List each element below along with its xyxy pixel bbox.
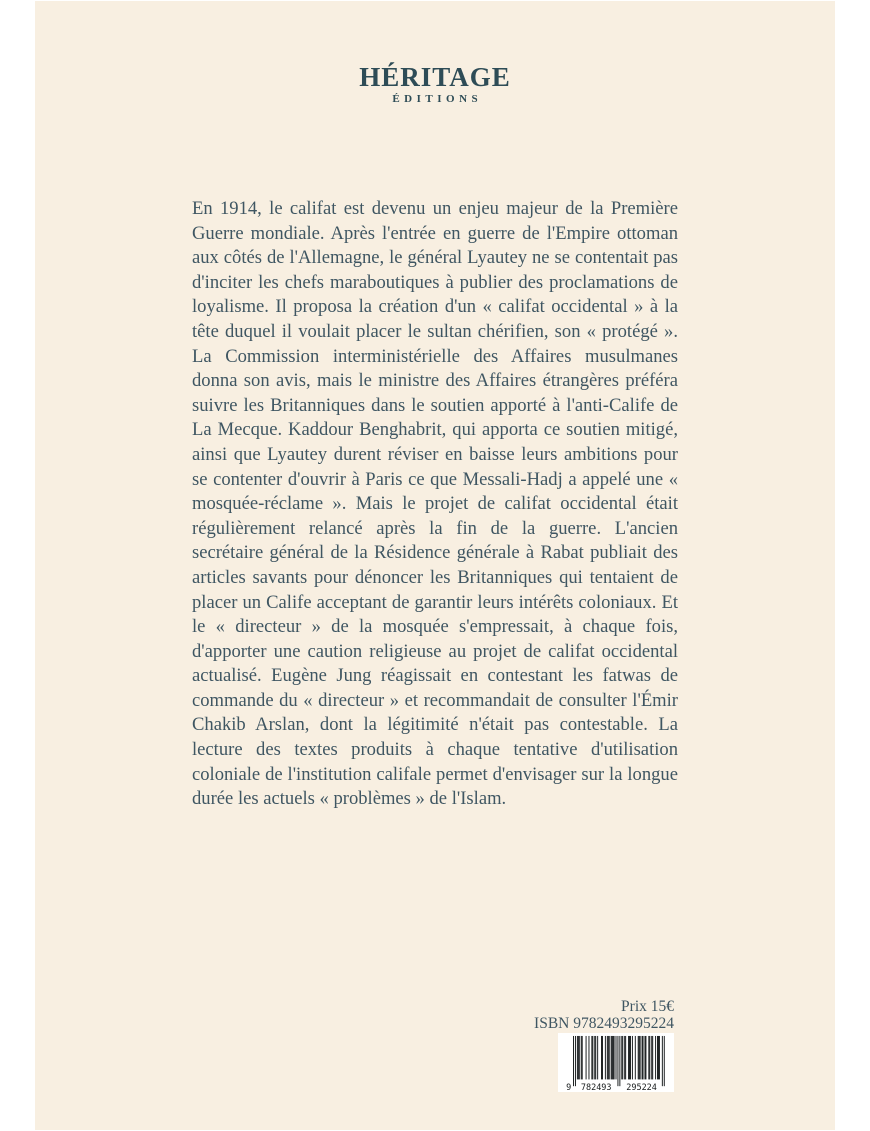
svg-text:9: 9 xyxy=(566,1083,572,1091)
isbn-label: ISBN 9782493295224 xyxy=(534,1015,674,1032)
price-label: Prix 15€ xyxy=(621,998,674,1015)
publisher-name: HÉRITAGE xyxy=(359,62,511,92)
svg-text:295224: 295224 xyxy=(626,1083,657,1091)
price-isbn-block xyxy=(534,998,674,1096)
publisher-subtitle: ÉDITIONS xyxy=(392,93,483,105)
svg-text:782493: 782493 xyxy=(580,1083,612,1091)
book-back-cover xyxy=(35,1,835,1130)
ean13-barcode xyxy=(558,1033,674,1092)
synopsis-text: En 1914, le califat est devenu un enjeu majeur de la Première Guerre mondiale. Après l'entrée en guerre de l'Empire ottoman aux côtés de l'Allemagne, le général Lyautey ne se contentait pas d'inciter les chefs maraboutiques à publier des proclamations de loyalisme. Il proposa la création d'un « califat occidental » à la tête duquel il voulait placer le sultan chérifien, son « protégé ». La Commission interministérielle des Affaires musulmanes donna son avis, mais le ministre des Affaires étrangères préféra suivre les Britanniques dans le soutien apporté à l'anti-Calife de La Mecque. Kaddour Benghabrit, qui apporta ce soutien mitigé, ainsi que Lyautey durent réviser en baisse leurs ambitions pour se contenter d'ouvrir à Paris ce que Messali-Hadj a appelé une « mosquée-réclame ». Mais le projet de califat occidental était régulièrement relancé après la fin de la guerre. L'ancien secrétaire général de la Résidence générale à Rabat publiait des articles savants pour dénoncer les Britanniques qui tentaient de placer un Calife acceptant de garantir leurs intérêts coloniaux. Et le « directeur » de la mosquée s'empressait, à chaque fois, d'apporter une caution religieuse au projet de califat occidental actualisé. Eugène Jung réagissait en contestant les fatwas de commande du « directeur » et recommandait de consulter l'Émir Chakib Arslan, dont la légitimité n'était pas contestable. La lecture des textes produits à chaque tentative d'utilisation coloniale de l'institution califale permet d'envisager sur la longue durée les actuels « problèmes » de l'Islam. xyxy=(192,198,678,810)
ean13-barcode-svg xyxy=(562,1035,670,1091)
publisher-logo xyxy=(35,63,835,105)
